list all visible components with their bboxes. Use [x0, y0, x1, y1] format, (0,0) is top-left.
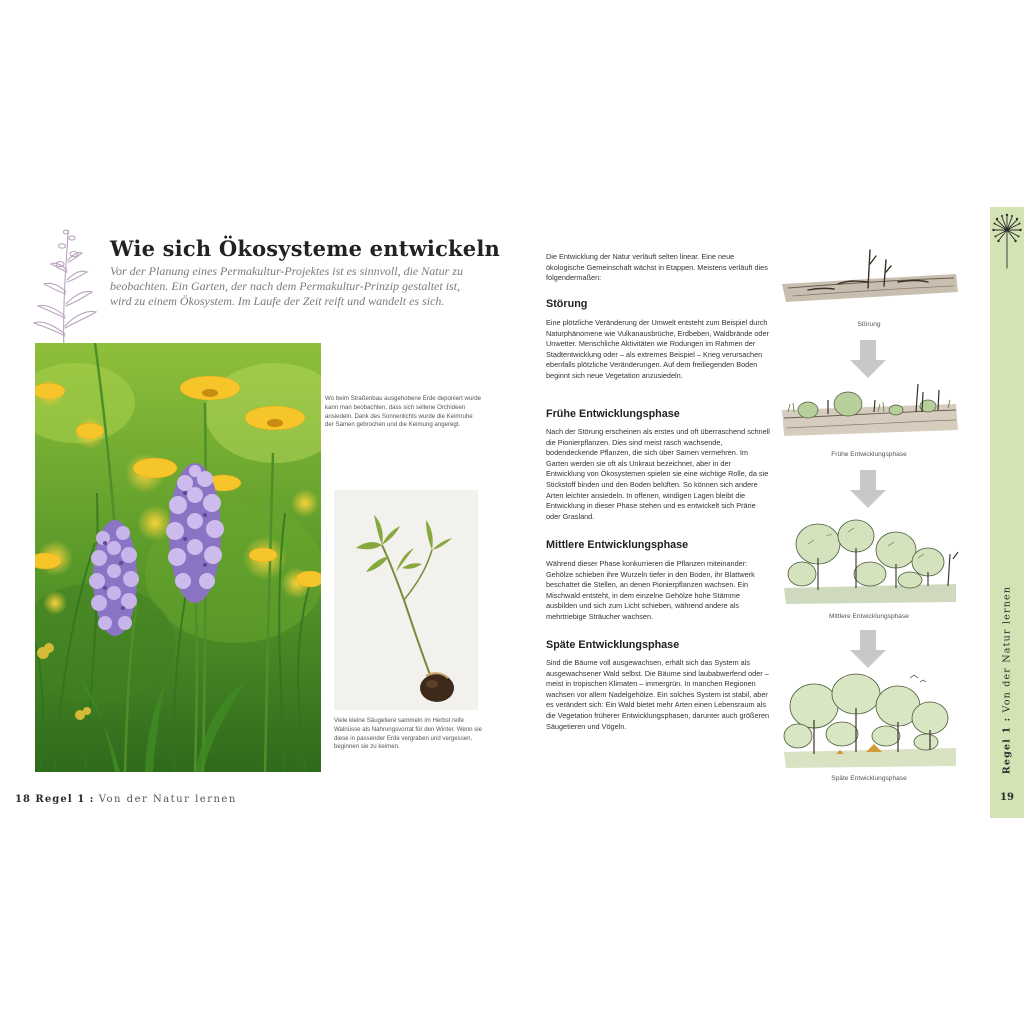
- intro-paragraph: Vor der Planung eines Permakultur-Projektes ist es sinnvoll, die Natur zu beobachten. Ein Garten, der nach dem Permakultur-Prinzip gestaltet ist, wird zu einem Ökosystem. Im Laufe der Zeit reift und wandelt es sich.: [110, 264, 463, 309]
- down-arrow-icon: [848, 630, 888, 670]
- text-mittlere-phase: Während dieser Phase konkurrieren die Pflanzen miteinander: Gehölze schieben ihre Wurzeln tiefer in den Boden, ihr Blattwerk beschattet die Stellen, an denen Pionierpflanzen wachsen. Ein Mischwald entsteht, in dem einzelne Gehölze hohe Stämme ausbilden und sich zum Licht schieben, während andere als mehrtriebige Sträucher wachsen.: [546, 559, 755, 621]
- text-fruehe-phase: Nach der Störung erscheinen als erstes und oft überraschend schnell die Pionierpflanzen. Dies sind meist rasch wachsende, bodendeckende Pflanzen, die sich über Samen vermehren. Im Garten werden sie oft als Unkraut bezeichnet, aber in der Entwicklung von Ökosystemen spielen sie eine wichtige Rolle, da sie Stickstoff binden und den Boden belüften. So können sich andere Arten leichter ansiedeln. In offenen, windigen Lagen bleibt die Entwicklung in dieser Phase stehen und es entwickelt sich Prärie oder Grasland.: [546, 427, 770, 521]
- sketch-spaete-phase: [778, 672, 960, 782]
- footer-separator: :: [89, 794, 95, 805]
- walnut-sapling-photo: [334, 490, 478, 710]
- orchid-meadow-photo: [35, 343, 321, 772]
- sketch-label-spaete-phase: Späte Entwicklungsphase: [831, 775, 907, 782]
- sketch-fruehe-phase: [778, 382, 960, 458]
- page-number-left: 18: [15, 794, 32, 805]
- text-stoerung: Eine plötzliche Veränderung der Umwelt entsteht zum Beispiel durch Naturphänomene wie Vulkanausbrüche, Erdbeben, Waldbrände oder Unwetter. Menschliche Aktivitäten wie Rodungen im Rahmen der Stadtentwicklung oder – als extremes Beispiel – Krieg verursachen ebenfalls plötzliche Veränderungen. Auf dem freiliegenden Boden beginnt sich neue Vegetation anzusiedeln.: [546, 318, 769, 380]
- heading-spaete-phase: Späte Entwicklungsphase: [546, 639, 680, 651]
- heading-stoerung: Störung: [546, 298, 588, 310]
- sketch-label-mittlere-phase: Mittlere Entwicklungsphase: [829, 613, 909, 620]
- left-page-footer: [15, 794, 237, 805]
- sidebar-chapter: Regel 1: [1001, 725, 1013, 775]
- down-arrow-icon: [848, 470, 888, 510]
- sidebar-chapter-title: Von der Natur lernen: [1001, 585, 1013, 713]
- footer-chapter-title: Von der Natur lernen: [98, 794, 237, 805]
- right-intro-paragraph: Die Entwicklung der Natur verläuft selten linear. Eine neue ökologische Gemeinschaft wächst in Etappen. Meistens verläuft dies folgendermaßen:: [546, 252, 768, 283]
- flower-sprig-icon: [30, 224, 100, 354]
- sketch-mittlere-phase: [778, 514, 960, 620]
- sketch-label-fruehe-phase: Frühe Entwicklungsphase: [831, 451, 907, 458]
- heading-mittlere-phase: Mittlere Entwicklungsphase: [546, 539, 689, 551]
- caption-orchids: Wo beim Straßenbau ausgehobene Erde deponiert wurde kann man beobachten, dass sich seltene Orchideen ansiedeln. Dank des Sonnenlichts wurde die Keimruhe der Samen gebrochen und die Keimung angeregt.: [325, 395, 482, 429]
- dandelion-icon: [991, 210, 1023, 270]
- sketch-label-stoerung: Störung: [857, 321, 881, 328]
- sketch-stoerung: [778, 244, 960, 328]
- text-spaete-phase: Sind die Bäume voll ausgewachsen, erhält sich das System als ausgewachsener Wald selbst. Die Bäume sind laubabwerfend oder – meist in tropischen Klimaten – immergrün. In manchen Regionen wachsen vor allem Nadelgehölze. Ein solches System ist stabil, aber es verändert sich: Ein Wald bietet mehr Arten einen Lebensraum als die Vegetation früherer Entwicklungsphasen, darunter auch größeren Säugetieren und Vögeln.: [546, 658, 770, 731]
- sidebar-chapter-label: [1002, 586, 1013, 774]
- down-arrow-icon: [848, 340, 888, 380]
- caption-walnut: Viele kleine Säugetiere sammeln im Herbst reife Walnüsse als Nahrungsvorrat für den Winter. Wenn sie diese in passender Erde vergraben und vergessen, beginnen sie zu keimen.: [334, 717, 483, 751]
- sidebar-separator: :: [1001, 716, 1013, 722]
- footer-chapter: Regel 1: [35, 794, 86, 805]
- page-number-right: 19: [1000, 792, 1014, 803]
- heading-fruehe-phase: Frühe Entwicklungsphase: [546, 408, 680, 420]
- page-title: Wie sich Ökosysteme entwickeln: [110, 236, 501, 261]
